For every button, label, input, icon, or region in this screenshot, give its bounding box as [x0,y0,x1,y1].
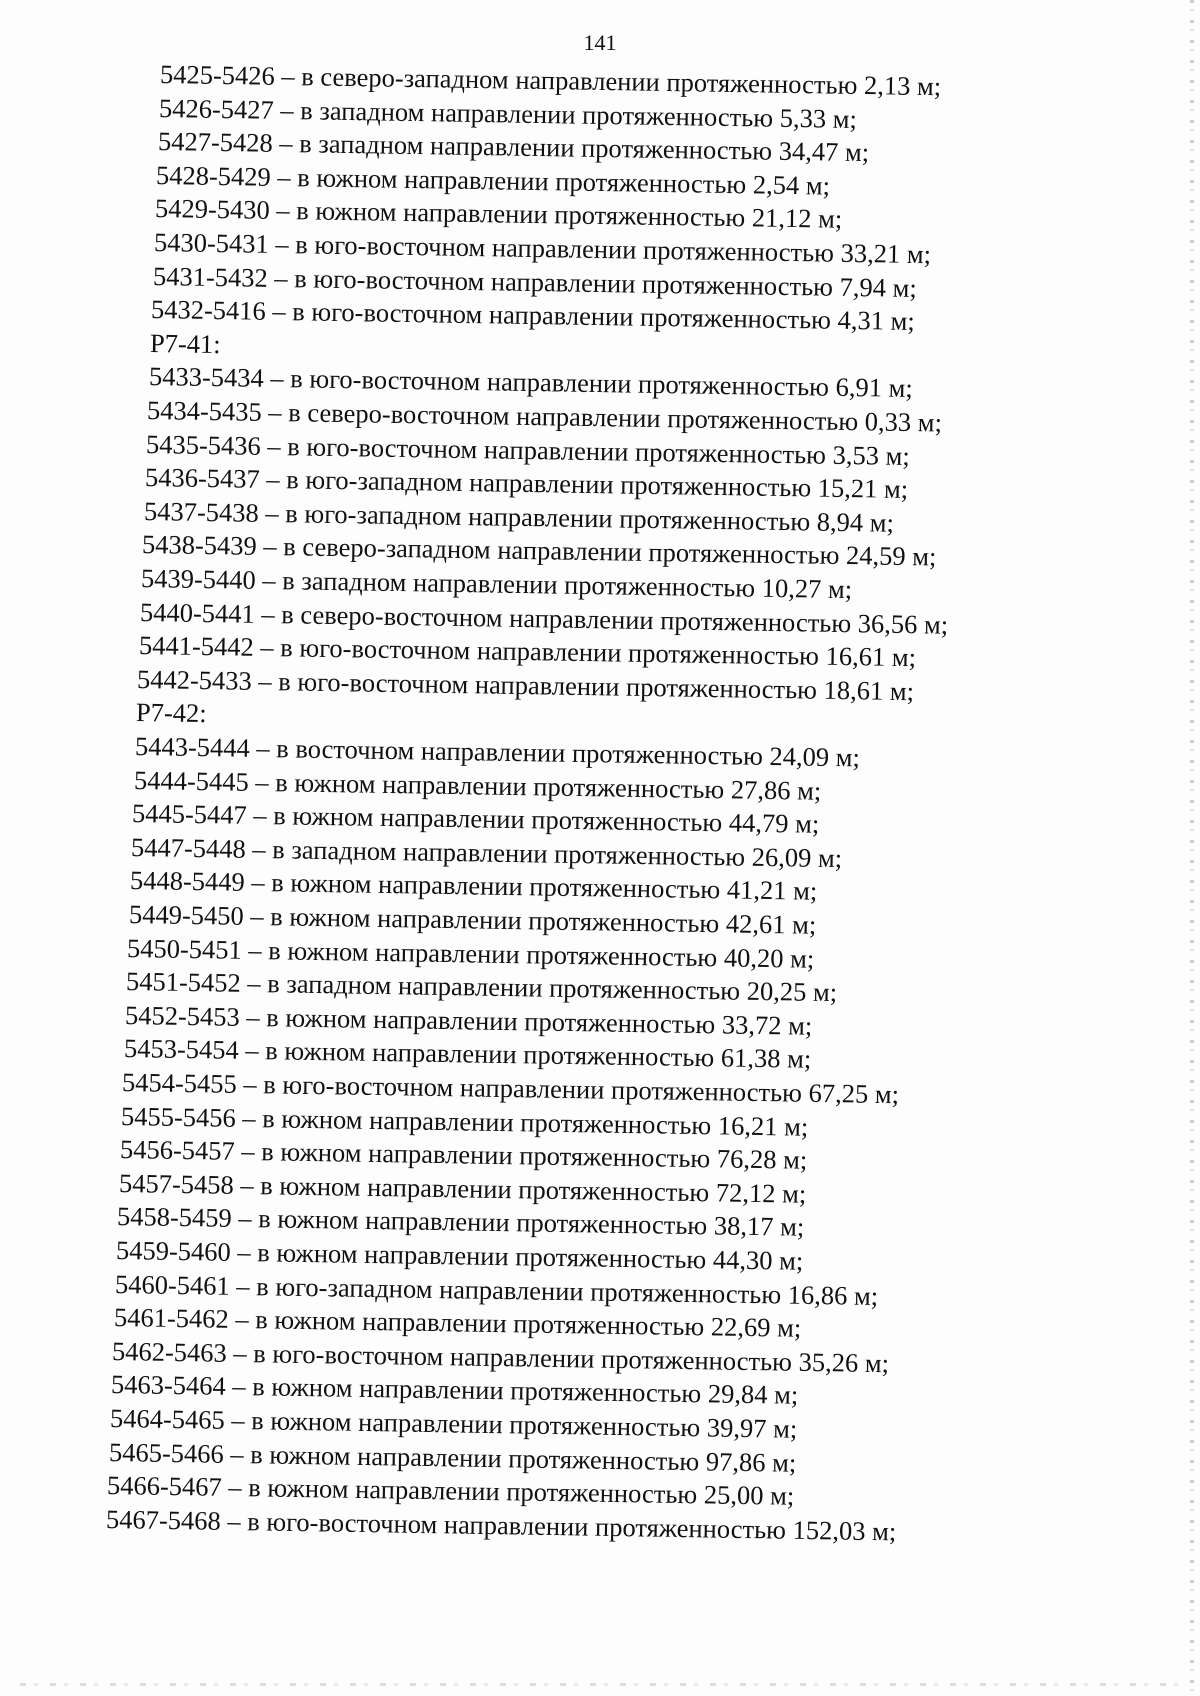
boundary-line: 5455-5456 – в южном направлении протяженностью 16,21 м; [120,1100,809,1142]
boundary-line: 5461-5462 – в южном направлении протяженностью 22,69 м; [113,1302,801,1343]
boundary-line: 5451-5452 – в западном направлении протяженностью 20,25 м; [125,966,838,1008]
boundary-line: 5440-5441 – в северо-восточном направлении протяженностью 36,56 м; [139,596,949,640]
boundary-line: 5449-5450 – в южном направлении протяженностью 42,61 м; [128,899,817,940]
boundary-line: 5425-5426 – в северо-западном направлении протяженностью 2,13 м; [159,59,942,102]
boundary-line: 5454-5455 – в юго-восточном направлении протяженностью 67,25 м; [122,1067,900,1110]
boundary-line: 5443-5444 – в восточном направлении протяженностью 24,09 м; [134,731,861,773]
boundary-line: 5438-5439 – в северо-западном направлении протяженностью 24,59 м; [142,529,938,572]
boundary-line: 5456-5457 – в южном направлении протяженностью 76,28 м; [119,1134,808,1175]
boundary-line: 5457-5458 – в южном направлении протяженностью 72,12 м; [118,1167,807,1209]
boundary-line: 5460-5461 – в юго-западном направлении протяженностью 16,86 м; [114,1268,879,1311]
boundary-line: 5435-5436 – в юго-восточном направлении протяженностью 3,53 м; [145,428,911,471]
boundary-line: 5428-5429 – в южном направлении протяженностью 2,54 м; [155,159,831,201]
scan-edge-artifact [1190,0,1194,1696]
boundary-line: 5466-5467 – в южном направлении протяженностью 25,00 м; [107,1470,795,1511]
boundary-line: 5445-5447 – в южном направлении протяженностью 44,79 м; [132,798,820,839]
boundary-line: 5439-5440 – в западном направлении протяженностью 10,27 м; [140,563,853,605]
scan-bottom-artifact [20,1683,1180,1686]
boundary-line: 5426-5427 – в западном направлении протяженностью 5,33 м; [158,92,857,134]
boundary-line: 5437-5438 – в юго-западном направлении протяженностью 8,94 м; [143,495,894,538]
page-number: 141 [583,30,617,55]
boundary-line: 5433-5434 – в юго-восточном направлении протяженностью 6,91 м; [148,361,913,404]
boundary-line: 5442-5433 – в юго-восточном направлении протяженностью 18,61 м; [137,663,915,707]
boundary-line: 5431-5432 – в юго-восточном направлении протяженностью 7,94 м; [152,260,917,303]
section-header: Р7-41: [149,327,221,359]
boundary-line: 5464-5465 – в южном направлении протяженностью 39,97 м; [109,1403,798,1444]
boundary-line: 5450-5451 – в южном направлении протяженностью 40,20 м; [127,932,815,974]
boundary-line: 5444-5445 – в южном направлении протяженностью 27,86 м; [133,764,822,806]
boundary-line: 5447-5448 – в западном направлении протяженностью 26,09 м; [130,831,843,873]
boundary-line: 5441-5442 – в юго-восточном направлении протяженностью 16,61 м; [138,630,916,673]
boundary-line: 5465-5466 – в южном направлении протяженностью 97,86 м; [108,1436,796,1478]
boundary-line: 5459-5460 – в южном направлении протяженностью 44,30 м; [115,1235,804,1276]
boundary-line: 5432-5416 – в юго-восточном направлении протяженностью 4,31 м; [150,294,916,337]
section-header: Р7-42: [135,697,208,729]
boundary-line: 5448-5449 – в южном направлении протяженностью 41,21 м; [129,865,818,907]
boundary-line: 5462-5463 – в юго-восточном направлении протяженностью 35,26 м; [112,1335,890,1379]
boundary-line: 5463-5464 – в южном направлении протяженностью 29,84 м; [110,1369,799,1411]
boundary-line: 5427-5428 – в западном направлении протяженностью 34,47 м; [157,126,869,168]
boundary-line: 5436-5437 – в юго-западном направлении протяженностью 15,21 м; [144,462,909,505]
boundary-line: 5458-5459 – в южном направлении протяженностью 38,17 м; [117,1201,805,1243]
boundary-line: 5467-5468 – в юго-восточном направлении протяженностью 152,03 м; [105,1503,897,1547]
boundary-line: 5452-5453 – в южном направлении протяженностью 33,72 м; [124,999,813,1041]
boundary-line: 5453-5454 – в южном направлении протяженностью 61,38 м; [123,1033,812,1075]
boundary-line: 5430-5431 – в юго-восточном направлении протяженностью 33,21 м; [153,227,931,270]
boundary-line: 5429-5430 – в южном направлении протяженностью 21,12 м; [154,193,843,235]
boundary-line: 5434-5435 – в северо-восточном направлении протяженностью 0,33 м; [147,395,943,438]
